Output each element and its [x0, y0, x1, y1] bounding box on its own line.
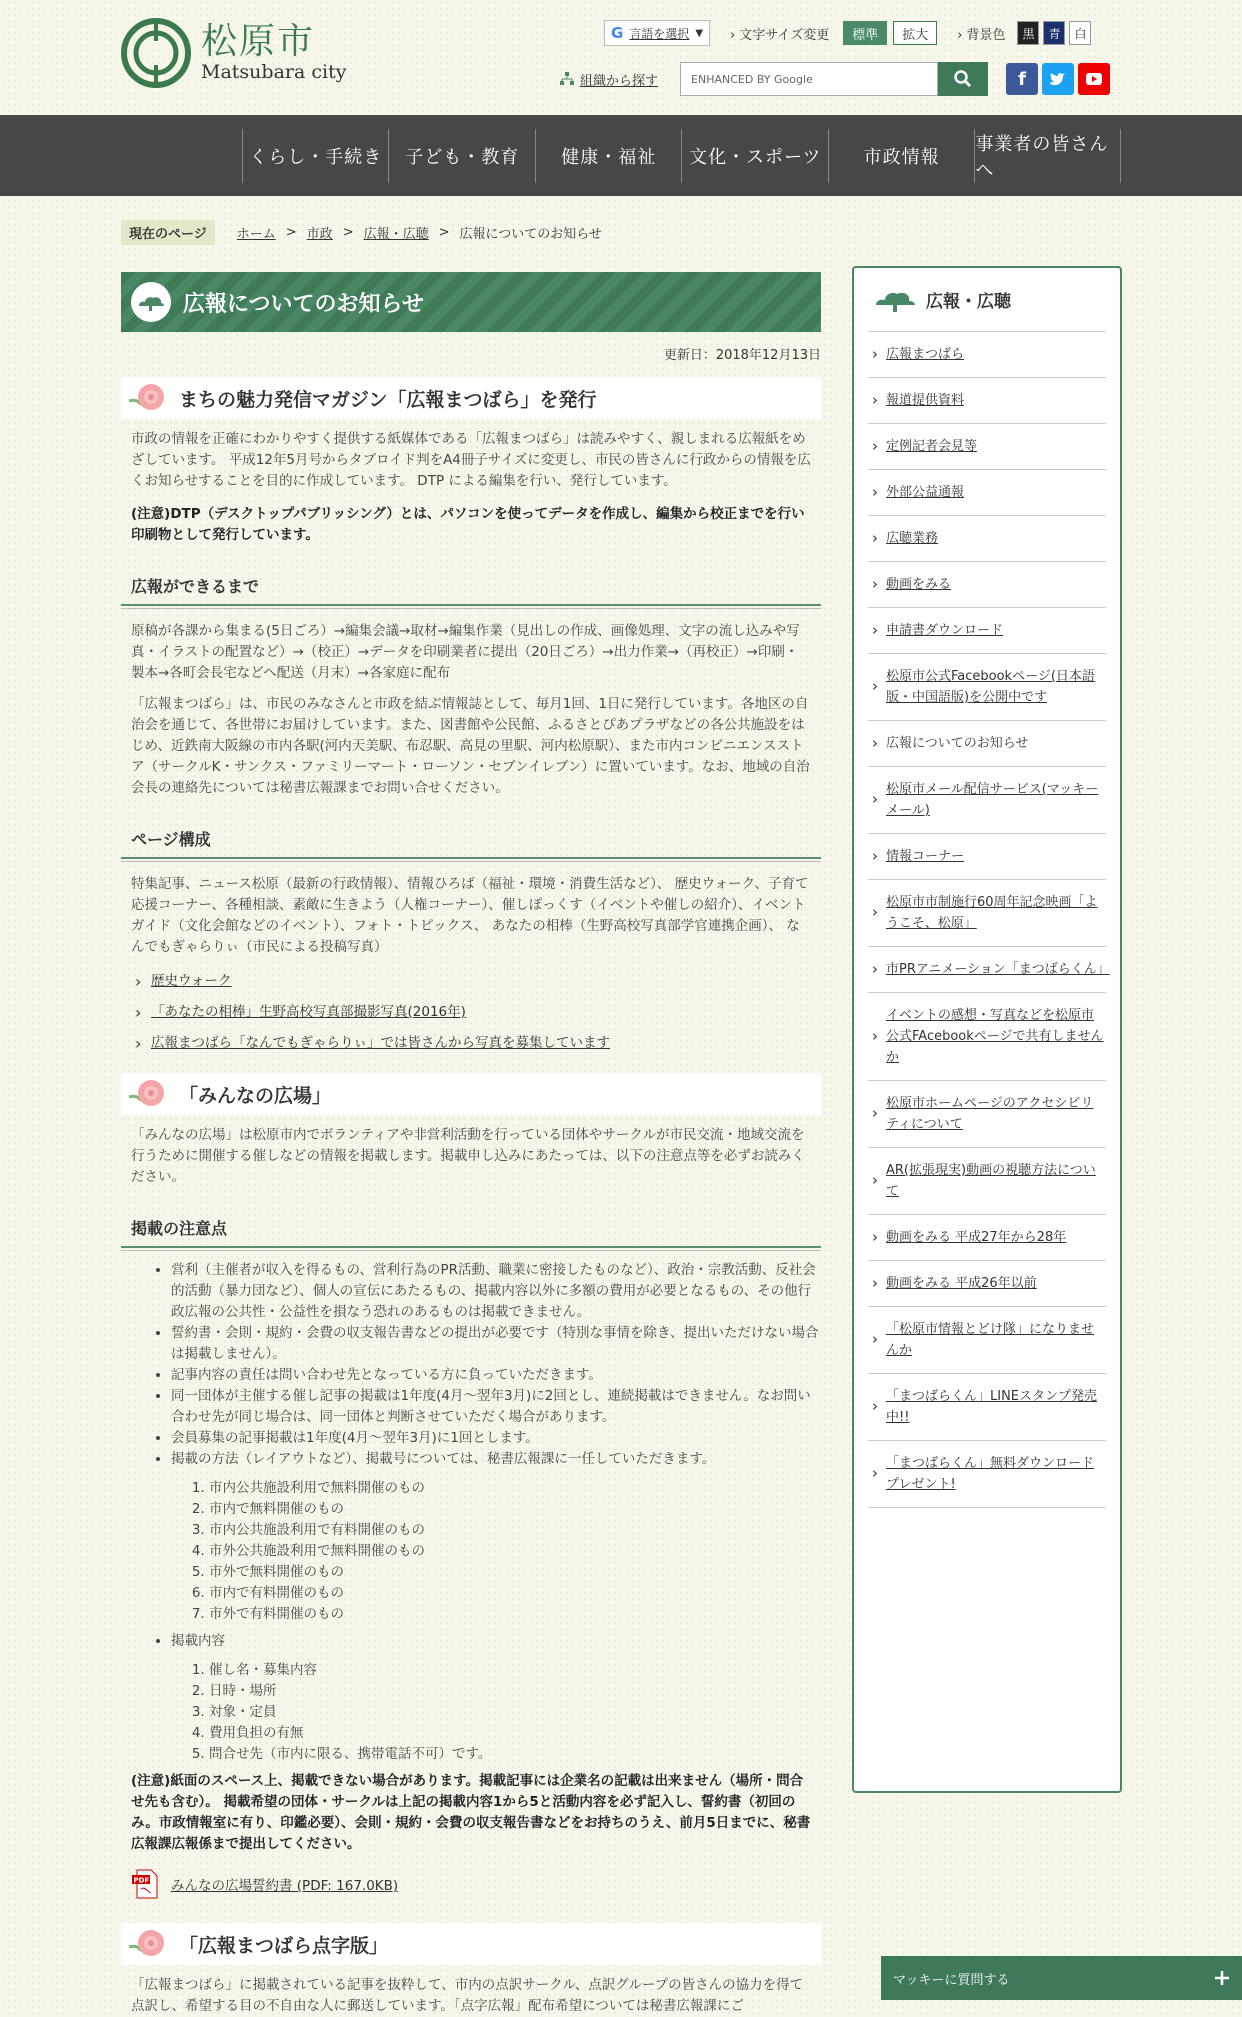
sidebar-item[interactable]: [868, 1215, 1106, 1261]
nav-item-health[interactable]: 健康・福祉: [535, 129, 681, 183]
sidebar-item[interactable]: [868, 424, 1106, 470]
list-item: • 会員募集の記事掲載は1年度(4月～翌年3月)に1回とします。: [171, 1428, 821, 1449]
sidebar-item[interactable]: [868, 332, 1106, 378]
list-item: • 誓約書・会則・規約・会費の収支報告書などの提出が必要です（特別な事情を除き、提出いただけない場合は掲載しません）。: [171, 1323, 821, 1365]
bg-blue-button[interactable]: 青: [1043, 21, 1065, 45]
chatbot-button[interactable]: [881, 1956, 1242, 2000]
sidebar-item[interactable]: [868, 947, 1110, 993]
breadcrumb-koho[interactable]: 広報・広聴: [363, 227, 429, 242]
sidebar-item[interactable]: [868, 834, 1106, 880]
sidebar-item[interactable]: [868, 1307, 1106, 1374]
sidebar-item-label: 動画をみる: [886, 577, 952, 592]
list-item[interactable]: [131, 1028, 811, 1059]
sidebar-item[interactable]: [868, 516, 1106, 562]
list-item: [171, 1449, 821, 1625]
list-item: 2. 日時・場所: [209, 1681, 821, 1702]
sidebar-item-label: 松原市公式Facebookページ(日本語版・中国語版)を公開中です: [886, 669, 1095, 705]
section-heading: [121, 377, 821, 419]
link[interactable]: 「あなたの相棒」生野高校写真部撮影写真(2016年): [151, 1004, 466, 1020]
logo-text-jp: 松原市: [201, 21, 316, 62]
bg-white-button[interactable]: 白: [1069, 21, 1091, 45]
sidebar-item-label: 松原市市制施行60周年記念映画「ようこそ、松原」: [886, 895, 1098, 931]
paragraph: 原稿が各課から集まる(5日ごろ）→編集会議→取材→編集作業（見出しの作成、画像処理、文字の流し込みや写真・イラストの配置など）→（校正）→データを印刷業者に提出（20日ごろ）→出力作業→（再校正）→印刷・製本→各町会長宅などへ配送（月末）→各家庭に配布: [131, 623, 800, 681]
language-select-label: 言語を選択: [629, 26, 690, 41]
breadcrumb-home[interactable]: ホーム: [236, 227, 276, 242]
breadcrumb-shisei[interactable]: 市政: [306, 227, 333, 242]
section-title: 「みんなの広場」: [179, 1084, 332, 1107]
sidebar-item-label: 「まつばらくん」LINEスタンプ発売中!!: [886, 1389, 1098, 1425]
list-item-text: 掲載の方法（レイアウトなど）、掲載号については、秘書広報課に一任していただきます。: [171, 1451, 716, 1467]
org-search-label: 組織から探す: [580, 73, 659, 89]
city-emblem-icon: [121, 18, 191, 88]
fontsize-label: › 文字サイズ変更: [730, 24, 829, 43]
list-item-text: 掲載内容: [171, 1633, 225, 1649]
flower-icon: [127, 1927, 167, 1961]
main-content: [121, 272, 821, 2017]
page-title-bar: [121, 272, 821, 332]
sidebar-item-label: 情報コーナー: [886, 849, 965, 864]
org-chart-icon: [560, 72, 574, 86]
sidebar-item[interactable]: [868, 608, 1106, 654]
list-item: 3. 市内公共施設利用で有料開催のもの: [209, 1520, 821, 1541]
list-item: 4. 市外公共施設利用で無料開催のもの: [209, 1541, 821, 1562]
nav-item-city-info[interactable]: 市政情報: [828, 129, 974, 183]
svg-text:PDF: PDF: [133, 1876, 150, 1885]
list-item: 7. 市外で有料開催のもの: [209, 1604, 821, 1625]
notes-list: [121, 1260, 821, 1765]
sidebar-item-label: AR(拡張現実)動画の視聴方法について: [886, 1163, 1096, 1199]
list-item: 1. 催し名・募集内容: [209, 1660, 821, 1681]
breadcrumb-separator: >: [438, 225, 450, 240]
paragraph: 「広報まつばら」は、市民のみなさんと市政を結ぶ情報誌として、毎月1回、1日に発行しています。各地区の自治会を通じて、各世帯にお届けしています。また、図書館や公民館、ふるさとぴあプラザなどの各公共施設をはじめ、近鉄南大阪線の市内各駅(河内天美駅、布忍駅、高見の里駅、河内松原駅）、また市内コンビニエンスストア（サークルK・サンクス・ファミリーマート・ローソン・セブンイレブン）に置いています。なお、地域の自治会長の連絡先については秘書広報課までお問い合せください。: [131, 696, 810, 796]
sidebar-item[interactable]: [868, 378, 1106, 424]
section-title: まちの魅力発信マガジン「広報まつばら」を発行: [179, 388, 597, 411]
updated-date: 更新日：2018年12月13日: [663, 348, 821, 363]
sidebar-item[interactable]: [868, 1148, 1106, 1215]
sidebar-item-label: 申請書ダウンロード: [886, 623, 1004, 638]
page-title: 広報についてのお知らせ: [183, 291, 424, 317]
link[interactable]: 歴史ウォーク: [151, 973, 232, 989]
paragraph: 「みんなの広場」は松原市内でボランティアや非営利活動を行っている団体やサークルが市民交流・地域交流を行うために開催する催しなどの情報を掲載します。掲載申し込みにあたっては、以下の注意点等を必ずお読みください。: [131, 1127, 805, 1185]
sidebar-item-label: 「まつばらくん」無料ダウンロードプレゼント!: [886, 1456, 1095, 1492]
sidebar-heading: [868, 268, 1106, 332]
sidebar-item-label: 市PRアニメーション「まつばらくん」: [886, 962, 1110, 977]
dropdown-arrow-icon: ▼: [695, 27, 704, 39]
site-header: [0, 0, 1242, 115]
sidebar-item-label: 定例記者会見等: [886, 439, 978, 454]
search-input[interactable]: ENHANCED BY Google: [680, 62, 938, 96]
sidebar-item[interactable]: [868, 654, 1106, 721]
sidebar-item[interactable]: [868, 880, 1106, 947]
sidebar-item[interactable]: [868, 470, 1106, 516]
sidebar-item[interactable]: [868, 767, 1106, 834]
sidebar-item[interactable]: [868, 562, 1106, 608]
list-item: • 同一団体が主催する催し記事の掲載は1年度(4月～翌年3月)に2回とし、連続掲載はできません。なお問い合わせ先が同じ場合は、同一団体と判断させていただく場合があります。: [171, 1386, 821, 1428]
flower-icon: [127, 1077, 167, 1111]
sidebar-item-label: 広報まつばら: [886, 347, 965, 362]
logo-text-en: Matsubara city: [201, 61, 347, 83]
sidebar-item[interactable]: [868, 1081, 1106, 1148]
caution-paragraph: (注意)紙面のスペース上、掲載できない場合があります。掲載記事には企業名の記載は出来ません（場所・問合せ先も含む）。 掲載希望の団体・サークルは上記の掲載内容1から5と活動内容を必ず記入し、誓約書（初回のみ。市政情報室に有り、印鑑必要）、会則・規約・会費の収支報告書などをお持ちのうえ、前月5日までに、秘書広報課広報係まで提出してください。: [131, 1773, 811, 1852]
facebook-icon[interactable]: f: [1006, 63, 1038, 95]
header-search-row: [560, 62, 1110, 96]
google-icon: G: [611, 24, 624, 42]
sidebar-item-current: [868, 721, 1106, 767]
nav-item-living[interactable]: くらし・手続き: [242, 129, 388, 183]
list-item[interactable]: [131, 997, 811, 1028]
sidebar-item-label: 松原市ホームページのアクセシビリティについて: [886, 1096, 1094, 1132]
nav-item-children[interactable]: 子ども・教育: [388, 129, 534, 183]
chatbot-label: マッキーに質問する: [893, 1972, 1010, 1988]
sidebar: [852, 266, 1122, 1793]
sidebar-item-label: 動画をみる 平成27年から28年: [886, 1230, 1067, 1245]
breadcrumb: [121, 220, 602, 245]
pine-icon: [131, 282, 171, 322]
list-item: [171, 1631, 821, 1765]
breadcrumb-current: 広報についてのお知らせ: [459, 227, 602, 242]
bg-black-button[interactable]: 黒: [1017, 21, 1039, 45]
sidebar-item-label: 松原市メール配信サービス(マッキーメール): [886, 782, 1099, 818]
pdf-download[interactable]: [131, 1869, 811, 1899]
header-tools: [604, 20, 1091, 46]
sidebar-title: 広報・広聴: [926, 292, 1011, 312]
site-logo[interactable]: [121, 18, 346, 88]
pdf-icon: [131, 1869, 161, 1899]
content-list: [171, 1660, 821, 1765]
section-heading: [121, 1923, 821, 1965]
subheading: 広報ができるまで: [121, 574, 821, 606]
section-title: 「広報まつばら点字版」: [179, 1934, 389, 1957]
sidebar-item-label: 広聴業務: [886, 531, 939, 546]
subheading: 掲載の注意点: [121, 1216, 821, 1248]
sidebar-item-label: 動画をみる 平成26年以前: [886, 1276, 1037, 1291]
sidebar-item[interactable]: [868, 1374, 1106, 1441]
global-nav: [0, 115, 1242, 196]
breadcrumb-separator: >: [342, 225, 354, 240]
bgcolor-label: › 背景色: [957, 24, 1005, 43]
sidebar-item[interactable]: [868, 993, 1106, 1081]
list-item[interactable]: [131, 966, 811, 997]
pdf-link[interactable]: みんなの広場誓約書 (PDF: 167.0KB): [171, 1878, 399, 1894]
twitter-icon[interactable]: [1042, 63, 1074, 95]
sidebar-item[interactable]: [868, 1261, 1106, 1307]
list-item: 1. 市内公共施設利用で無料開催のもの: [209, 1478, 821, 1499]
search-button[interactable]: [938, 62, 988, 96]
sidebar-item-label: 広報についてのお知らせ: [886, 736, 1029, 751]
link-list: [121, 966, 821, 1059]
org-search-link[interactable]: [560, 70, 658, 89]
paragraph: 市政の情報を正確にわかりやすく提供する紙媒体である「広報まつばら」は読みやすく、親しまれる広報紙をめざしています。 平成12年5月号からタブロイド判をA4冊子サイズに変更し、市民の皆さんに行政からの情報を広くお知らせすることを目的に作成しています。 DTP による編集を行い、発行しています。: [131, 431, 811, 489]
nav-item-culture[interactable]: 文化・スポーツ: [681, 129, 827, 183]
plus-icon: [1214, 1970, 1230, 1986]
list-item: 5. 市外で無料開催のもの: [209, 1562, 821, 1583]
list-item: 4. 費用負担の有無: [209, 1723, 821, 1744]
note-paragraph: (注意)DTP（デスクトップパブリッシング）とは、パソコンを使ってデータを作成し、編集から校正までを行い印刷物として発行しています。: [131, 506, 805, 543]
list-item: • 記事内容の責任は問い合わせ先となっている方に負っていただきます。: [171, 1365, 821, 1386]
language-select[interactable]: [604, 20, 710, 46]
sidebar-item-label: 報道提供資料: [886, 393, 965, 408]
link[interactable]: 広報まつばら「なんでもぎゃらりぃ」では皆さんから写真を募集しています: [151, 1035, 610, 1051]
sidebar-item-label: イベントの感想・写真などを松原市公式FAcebookページで共有しませんか: [886, 1008, 1104, 1065]
paragraph: 特集記事、ニュース松原（最新の行政情報）、情報ひろば（福祉・環境・消費生活など）、 歴史ウォーク、子育て応援コーナー、各種相談、素敵に生きよう（人権コーナー）、催しぽっくす（イベントや催しの紹介）、イベントガイド（文化会館などのイベント）、フォト・トピックス、 あなたの相棒（生野高校写真部学官連携企画）、 なんでもぎゃらりぃ（市民による投稿写真）: [131, 876, 809, 955]
subheading: ページ構成: [121, 827, 821, 859]
section-heading: [121, 1073, 821, 1115]
list-item: • 営利（主催者が収入を得るもの、営利行為のPR活動、職業に密接したものなど）、政治・宗教活動、反社会的活動（暴力団など）、個人の宣伝にあたるもの、掲載内容以外に多額の費用が必要となるもの、その他行政広報の公共性・公益性を損なう恐れのあるものは掲載できません。: [171, 1260, 821, 1323]
sidebar-item-label: 「松原市情報とどけ隊」になりませんか: [886, 1322, 1095, 1358]
pine-icon: [874, 287, 918, 313]
sns-links: [1006, 63, 1110, 95]
sidebar-item-label: 外部公益通報: [886, 485, 965, 500]
list-item: 5. 問合せ先（市内に限る、携帯電話不可）です。: [209, 1744, 821, 1765]
breadcrumb-separator: >: [285, 225, 297, 240]
list-item: 6. 市内で有料開催のもの: [209, 1583, 821, 1604]
nav-item-business[interactable]: 事業者の皆さんへ: [974, 129, 1121, 183]
flower-icon: [127, 381, 167, 415]
paragraph: 「広報まつばら」に掲載されている記事を抜粋して、市内の点訳サークル、点訳グループの皆さんの協力を得て点訳し、希望する目の不自由な人に郵送しています。「点字広報」配布希望については秘書広報課にご: [131, 1977, 804, 2014]
sidebar-list: [868, 332, 1110, 1508]
fontsize-standard-button[interactable]: 標準: [843, 21, 887, 45]
search-icon: [954, 70, 972, 88]
method-list: [171, 1478, 821, 1625]
list-item: 2. 市内で無料開催のもの: [209, 1499, 821, 1520]
list-item: 3. 対象・定員: [209, 1702, 821, 1723]
breadcrumb-label: 現在のページ: [121, 220, 215, 245]
youtube-icon[interactable]: [1078, 63, 1110, 95]
sidebar-item[interactable]: [868, 1441, 1106, 1508]
fontsize-large-button[interactable]: 拡大: [893, 21, 937, 45]
